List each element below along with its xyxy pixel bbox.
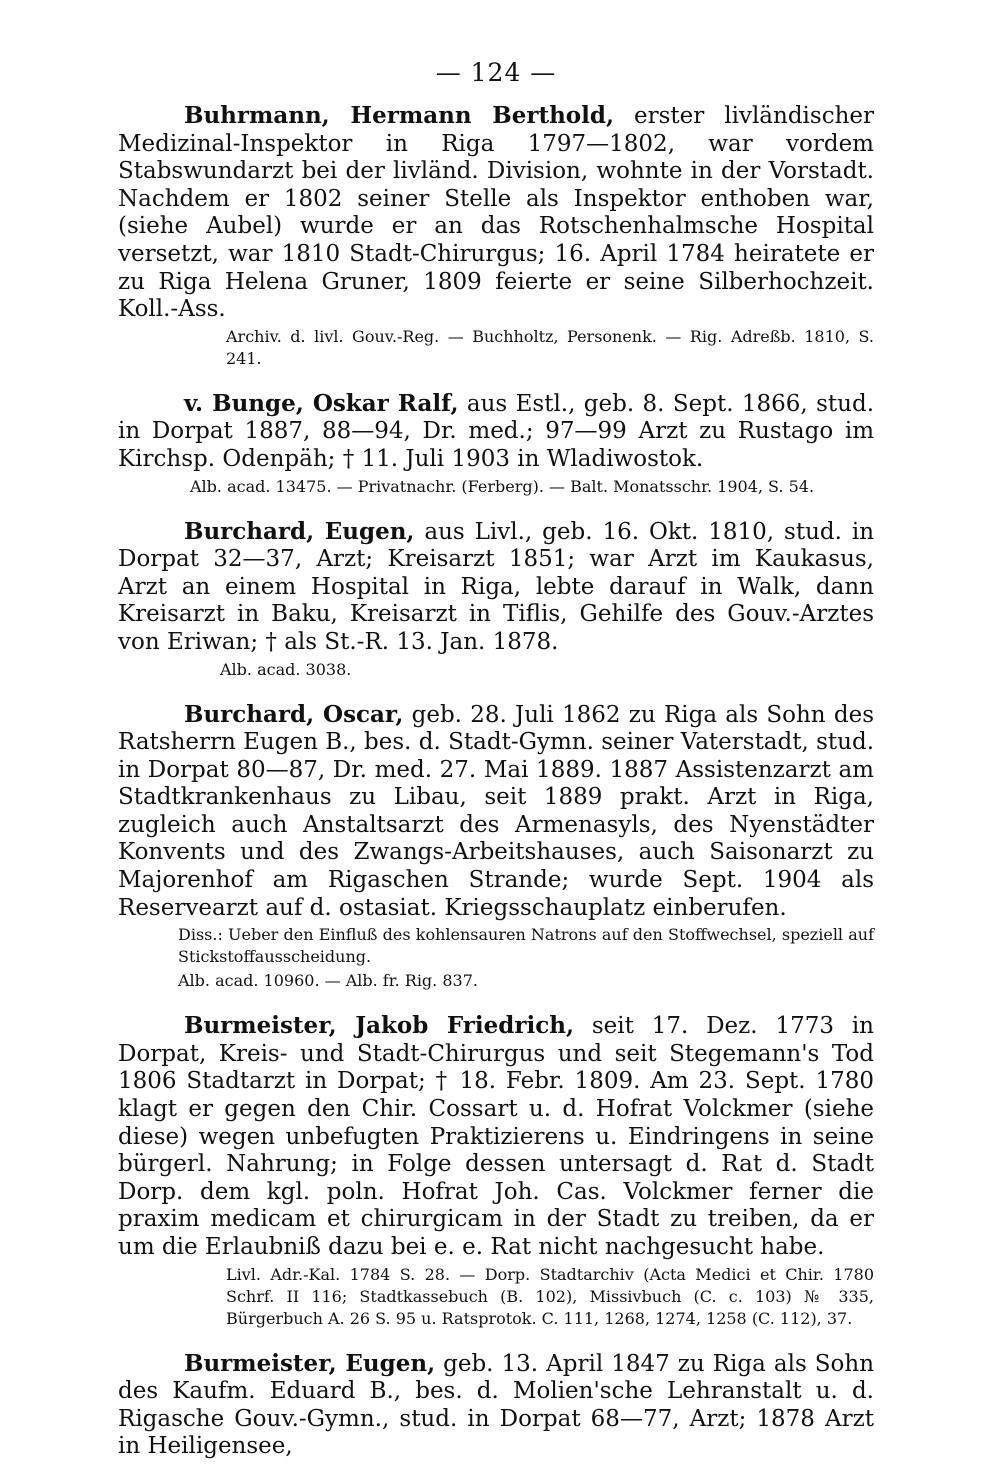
entry-text — [118, 701, 874, 923]
entry-source: Archiv. d. livl. Gouv.-Reg. — Buchholtz, Personenk. — Rig. Adreßb. 1810, S. 241. — [226, 326, 874, 368]
entry-source: Alb. acad. 13475. — Privatnachr. (Ferberg). — Balt. Monatsschr. 1904, S. 54. — [190, 476, 815, 496]
entry-source: Livl. Adr.-Kal. 1784 S. 28. — Dorp. Stadtarchiv (Acta Medici et Chir. 1780 Schrf. II 116; Stadtkassebuch (B. 102), Missivbuch (C. c. 103) № 335, Bürgerbuch A. 26 S. 95 u. Ratsprotok. C. 111, 1268, 1274, 1258 (C. 112), 37. — [226, 1264, 874, 1328]
entry-source: Alb. acad. 3038. — [220, 659, 352, 679]
entry-bunge — [118, 390, 874, 498]
entry-text — [118, 1012, 874, 1261]
entry-buhrmann — [118, 102, 874, 370]
entry-text — [118, 1350, 874, 1461]
entry-burmeister-jakob — [118, 1012, 874, 1329]
entry-name: Burchard, Eugen, — [184, 517, 415, 545]
entry-name: Burchard, Oscar, — [184, 700, 404, 728]
entry-burchard-eugen — [118, 518, 874, 681]
entry-name: v. Bunge, Oskar Ralf, — [184, 389, 459, 417]
entry-body: geb. 28. Juli 1862 zu Riga als Sohn des Ratsherrn Eugen B., bes. d. Stadt-Gymn. seiner Vaterstadt, stud. in Dorpat 80—87, Dr. med. 27. Mai 1889. 1887 Assistenzarzt am Stadtkrankenhaus zu Libau, seit 1889 prakt. Arzt in Riga, zugleich auch Anstaltsarzt des Armenasyls, des Nyenstädter Konvents und des Zwangs-Arbeitshauses, auch Saisonarzt zu Majorenhof am Rigaschen Strande; wurde Sept. 1904 als Reservearzt auf d. ostasiat. Kriegsschauplatz einberufen. — [118, 701, 875, 921]
entry-body: aus Livl., geb. 16. Okt. 1810, stud. in Dorpat 32—37, Arzt; Kreisarzt 1851; war Arzt im Kaukasus, Arzt an einem Hospital in Riga, lebte darauf in Walk, dann Kreisarzt in Baku, Kreisarzt in Tiflis, Gehilfe des Gouv.-Arztes von Eriwan; † als St.-R. 13. Jan. 1878. — [118, 518, 875, 655]
entry-source: Alb. acad. 10960. — Alb. fr. Rig. 837. — [178, 971, 478, 991]
entry-text — [118, 518, 874, 657]
entry-name: Burmeister, Eugen, — [184, 1349, 436, 1377]
entry-name: Burmeister, Jakob Friedrich, — [184, 1012, 574, 1040]
entry-text — [118, 390, 874, 474]
entry-burmeister-eugen — [118, 1350, 874, 1461]
entry-body: geb. 13. April 1847 zu Riga als Sohn des Kaufm. Eduard B., bes. d. Molien'sche Lehranstalt u. d. Rigasche Gouv.-Gymn., stud. in Dorpat 68—77, Arzt; 1878 Arzt in Heiligensee, — [118, 1350, 875, 1460]
entry-body: erster livländischer Medizinal-Inspektor in Riga 1797—1802, war vordem Stabswundarzt bei der livländ. Division, wohnte in der Vorstadt. Nachdem er 1802 seiner Stelle als Inspektor enthoben war, (siehe Aubel) wurde er an das Rotschenhalmsche Hospital versetzt, war 1810 Stadt-Chirurgus; 16. April 1784 heiratete er zu Riga Helena Gruner, 1809 feierte er seine Silberhochzeit. Koll.-Ass. — [118, 103, 875, 323]
entry-body: seit 17. Dez. 1773 in Dorpat, Kreis- und Stadt-Chirurgus und seit Stegemann's Tod 1806 Stadtarzt in Dorpat; † 18. Febr. 1809. Am 23. Sept. 1780 klagt er gegen den Chir. Cossart u. d. Hofrat Volckmer (siehe diese) wegen unbefugten Praktizierens u. Eindringens in seine bürgerl. Nahrung; in Folge dessen untersagt d. Rat d. Stadt Dorp. dem kgl. poln. Hofrat Joh. Cas. Volckmer ferner die praxim medicam et chirurgicam in der Stadt zu treiben, da er um die Erlaubniß dazu bei e. e. Rat nicht nachgesucht habe. — [118, 1013, 874, 1260]
entry-text — [118, 102, 874, 324]
entry-name: Buhrmann, Hermann Berthold, — [184, 102, 614, 129]
entry-body: aus Estl., geb. 8. Sept. 1866, stud. in Dorpat 1887, 88—94, Dr. med.; 97—99 Arzt zu Rustago im Kirchsp. Odenpäh; † 11. Juli 1903 in Wladiwostok. — [118, 390, 875, 472]
entry-dissertation: Diss.: Ueber den Einfluß des kohlensauren Natrons auf den Stoffwechsel, speziell auf Stickstoffausscheidung. — [178, 925, 874, 967]
page — [118, 56, 874, 1481]
entry-burchard-oscar — [118, 701, 874, 993]
page-number: — 124 — — [435, 58, 557, 87]
